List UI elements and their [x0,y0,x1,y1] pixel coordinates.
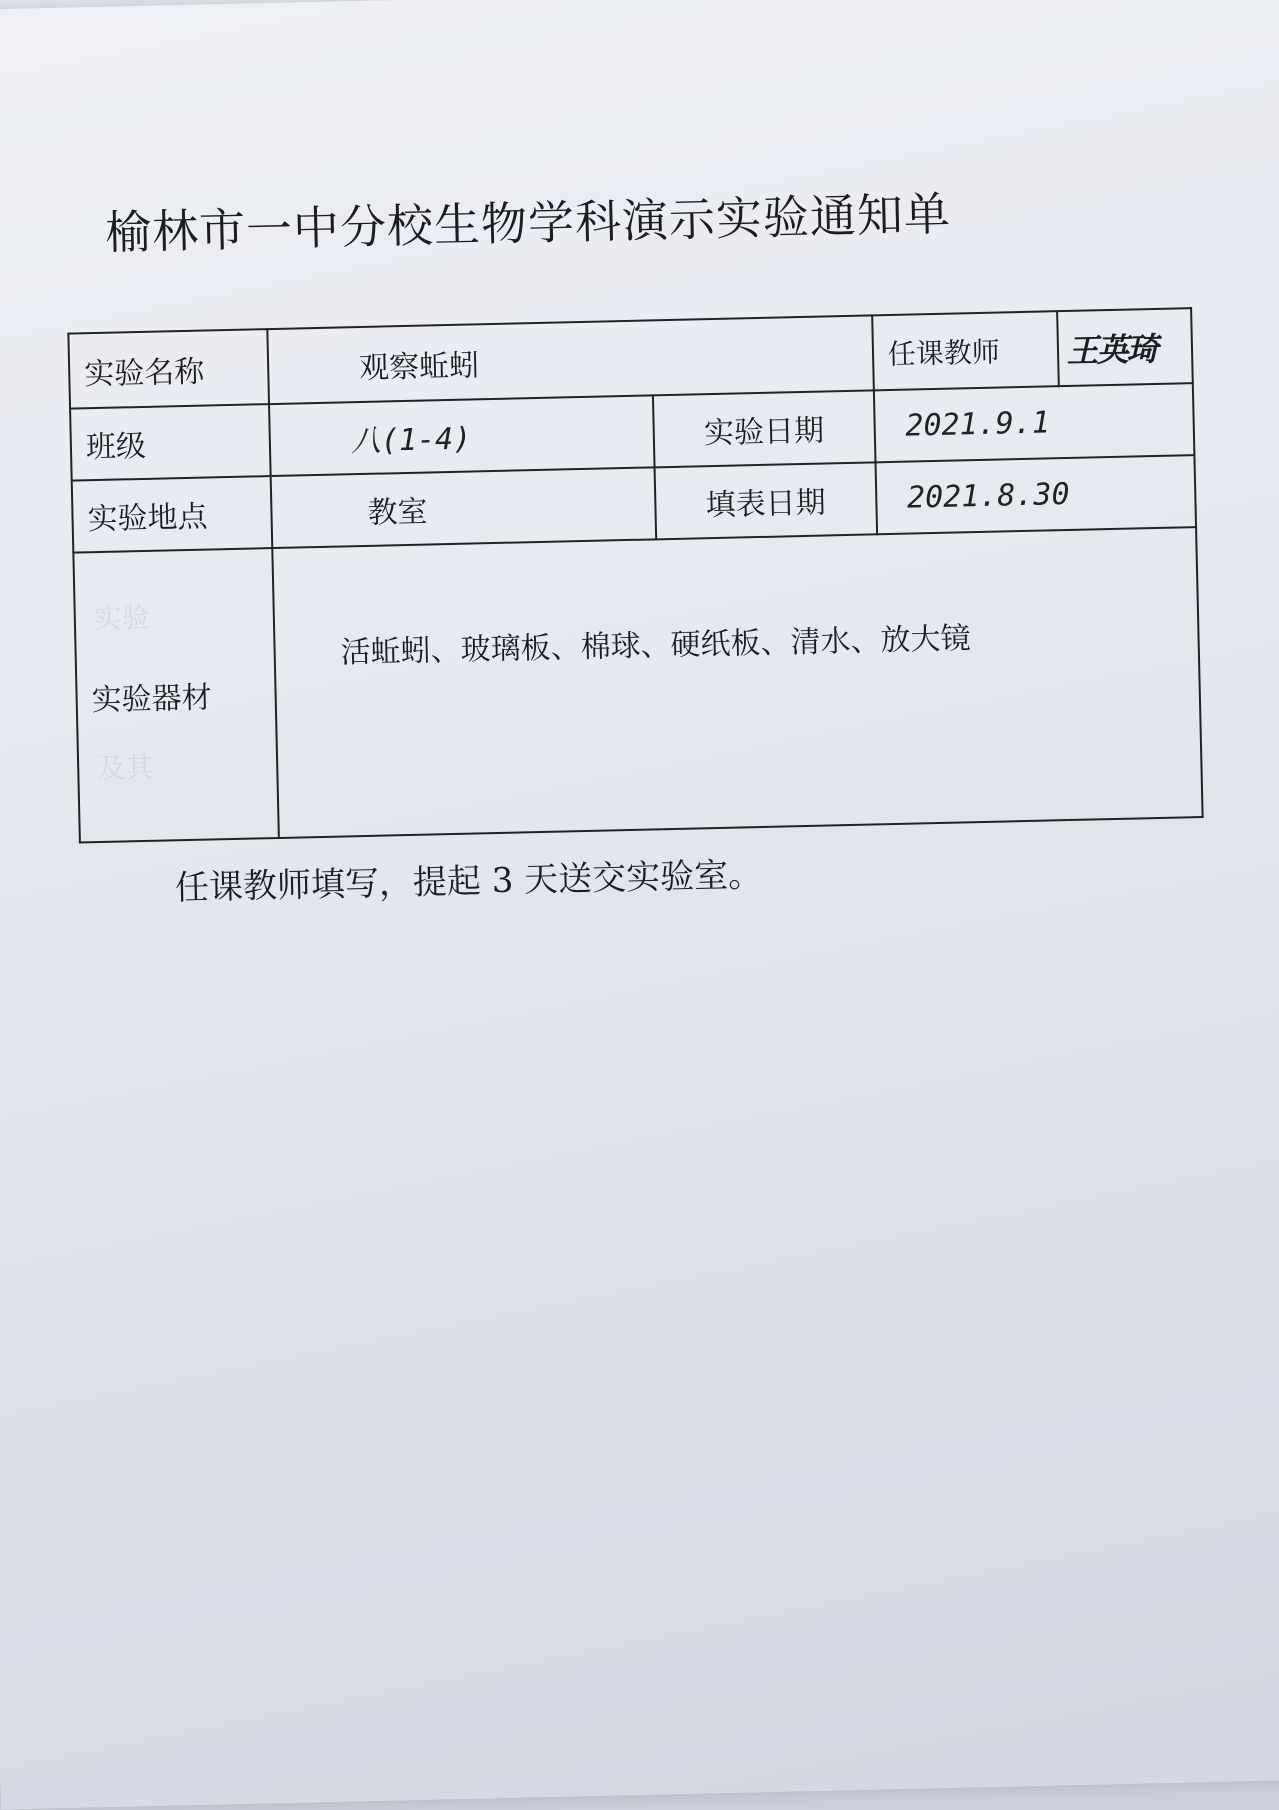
footer-note: 任课教师填写，提起 3 天送交实验室。 [174,855,763,909]
bleed-through-text: 实验 [93,600,151,636]
fill-date-value: 2021.8.30 [906,476,1070,516]
experiment-name-value: 观察蚯蚓 [267,315,873,404]
location-label: 实验地点 [72,476,273,552]
location-value: 教室 [271,467,656,548]
fill-date-label: 填表日期 [654,462,877,539]
equipment-value: 活蚯蚓、玻璃板、棉球、硬纸板、清水、放大镜 [272,527,1202,838]
experiment-name-label: 实验名称 [68,329,269,408]
document-title: 榆林市一中分校生物学科演示实验通知单 [104,186,952,260]
teacher-label: 任课教师 [872,311,1058,390]
experiment-date-value: 2021.9.1 [905,404,1051,444]
class-value: 八(1-4) [350,421,472,460]
bleed-through-text: 及其 [96,750,154,786]
teacher-signature: 王英琦 [1066,329,1157,370]
equipment-label: 实验器材 [73,548,279,842]
experiment-date-label: 实验日期 [653,390,876,467]
class-label: 班级 [70,404,271,480]
notice-form-table [67,307,1203,843]
